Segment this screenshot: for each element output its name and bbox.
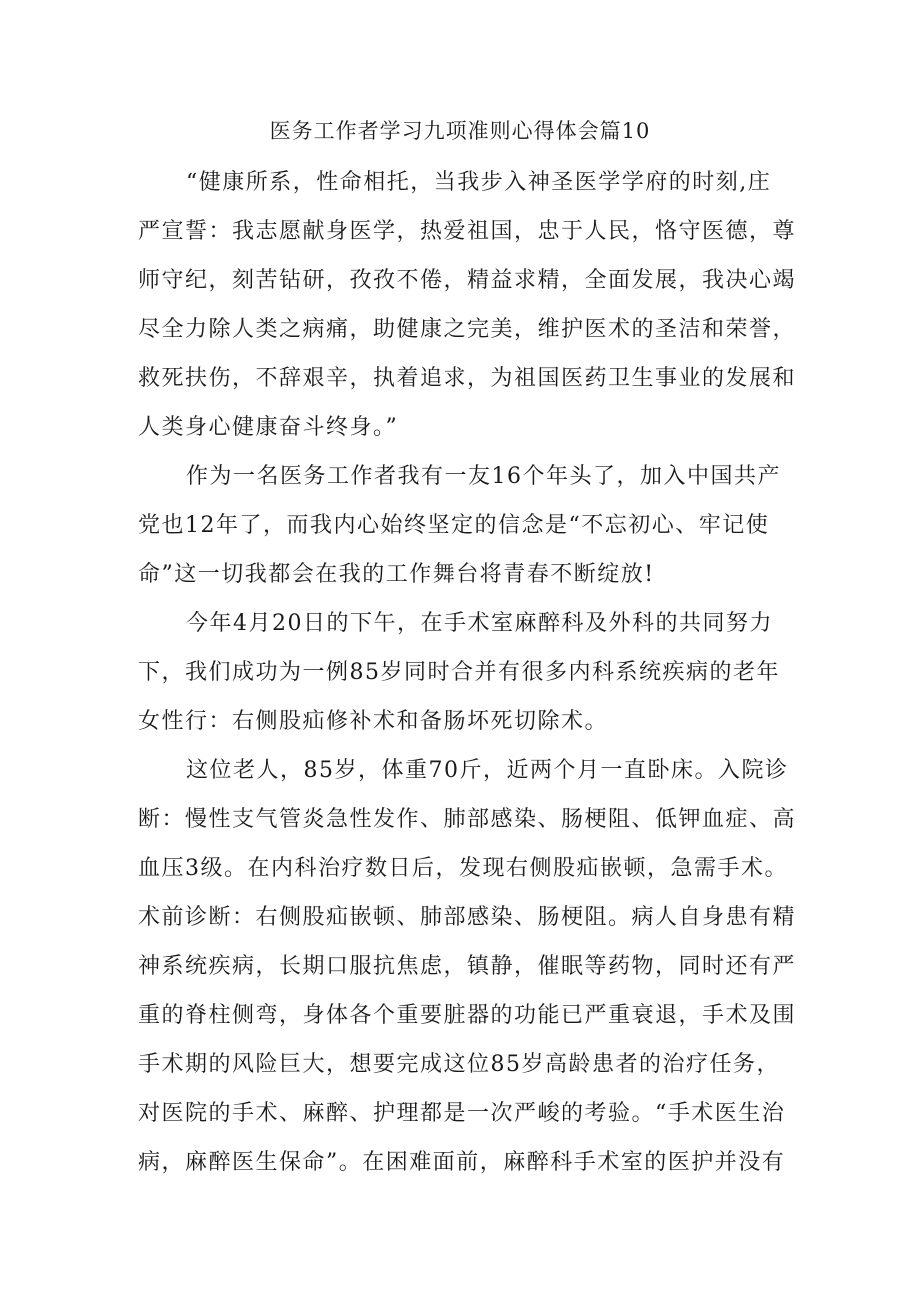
text-line: 这位老人，85岁，体重70斤，近两个月一直卧床。入院诊 bbox=[186, 758, 789, 783]
text-line: 人类身心健康奋斗终身。” bbox=[138, 415, 399, 440]
text-line: 尽全力除人类之病痛，助健康之完美，维护医术的圣洁和荣誉， bbox=[138, 317, 797, 342]
text-line: 术前诊断：右侧股疝嵌顿、肺部感染、肠梗阻。病人自身患有精 bbox=[138, 905, 797, 930]
text-line: 严宣誓：我志愿献身医学，热爱祖国，忠于人民，恪守医德，尊 bbox=[138, 219, 797, 244]
text-line: 对医院的手术、麻醉、护理都是一次严峻的考验。“手术医生治 bbox=[138, 1101, 786, 1126]
text-line: 女性行：右侧股疝修补术和备肠坏死切除术。 bbox=[138, 709, 609, 734]
text-line: 病，麻醉医生保命”。在困难面前，麻醉科手术室的医护并没有 bbox=[138, 1150, 786, 1175]
text-line: 神系统疾病，长期口服抗焦虑，镇静，催眠等药物，同时还有严 bbox=[138, 954, 797, 979]
text-line: 手术期的风险巨大，想要完成这位85岁高龄患者的治疗任务， bbox=[138, 1052, 780, 1077]
text-line: “健康所系，性命相托，当我步入神圣医学学府的时刻,庄 bbox=[186, 170, 772, 195]
document-title: 医务工作者学习九项准则心得体会篇10 bbox=[269, 119, 651, 143]
text-line: 救死扶伤，不辞艰辛，执着追求，为祖国医药卫生事业的发展和 bbox=[138, 366, 797, 391]
text-line: 下，我们成功为一例85岁同时合并有很多内科系统疾病的老年 bbox=[138, 660, 780, 685]
text-line: 断：慢性支气管炎急性发作、肺部感染、肠梗阻、低钾血症、高 bbox=[138, 807, 797, 832]
text-line: 党也12年了，而我内心始终坚定的信念是“不忘初心、牢记使 bbox=[138, 513, 770, 538]
text-line: 血压3级。在内科治疗数日后，发现右侧股疝嵌顿，急需手术。 bbox=[138, 856, 788, 881]
text-line: 命”这一切我都会在我的工作舞台将青春不断绽放! bbox=[138, 562, 655, 587]
text-line: 重的脊柱侧弯，身体各个重要脏器的功能已严重衰退，手术及围 bbox=[138, 1003, 797, 1028]
text-line: 今年4月20日的下午，在手术室麻醉科及外科的共同努力 bbox=[186, 611, 773, 636]
text-line: 作为一名医务工作者我有一友16个年头了，加入中国共产 bbox=[186, 464, 781, 489]
text-line: 师守纪，刻苦钻研，孜孜不倦，精益求精，全面发展，我决心竭 bbox=[138, 268, 797, 293]
